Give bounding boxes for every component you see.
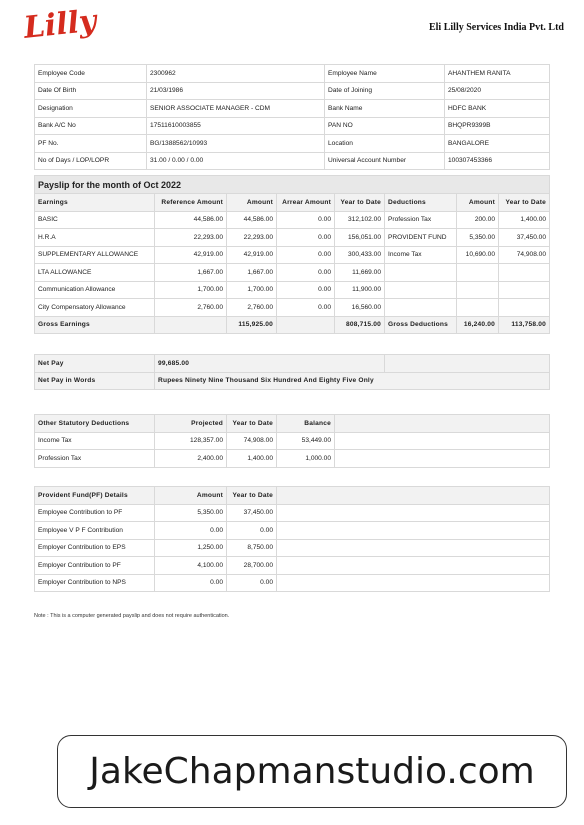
table-row	[35, 229, 550, 247]
column-header: Provident Fund(PF) Details	[35, 487, 155, 505]
table-cell: 200.00	[457, 211, 499, 229]
table-cell: Profession Tax	[35, 450, 155, 468]
table-cell: 0.00	[277, 281, 335, 299]
table-cell: 37,450.00	[227, 504, 277, 522]
table-cell: City Compensatory Allowance	[35, 299, 155, 317]
table-cell: 8,750.00	[227, 539, 277, 557]
table-cell: Employer Contribution to NPS	[35, 574, 155, 592]
total-cell: Gross Earnings	[35, 316, 155, 334]
table-row	[35, 432, 550, 450]
table-cell: 44,586.00	[227, 211, 277, 229]
table-cell: 0.00	[155, 522, 227, 540]
total-cell: 808,715.00	[335, 316, 385, 334]
info-value: BANGALORE	[445, 135, 550, 153]
pf-header-row	[35, 487, 550, 505]
info-value: 2300962	[147, 65, 325, 83]
table-row	[35, 557, 550, 575]
info-row	[35, 82, 550, 100]
table-cell: 2,760.00	[155, 299, 227, 317]
table-cell: 0.00	[277, 211, 335, 229]
info-row	[35, 152, 550, 170]
info-label: PAN NO	[325, 117, 445, 135]
table-cell: Income Tax	[35, 432, 155, 450]
table-cell	[457, 299, 499, 317]
table-row	[35, 299, 550, 317]
table-cell: 128,357.00	[155, 432, 227, 450]
table-row	[35, 504, 550, 522]
table-cell: 1,400.00	[499, 211, 550, 229]
table-cell: 1,700.00	[155, 281, 227, 299]
table-cell: 28,700.00	[227, 557, 277, 575]
column-header: Amount	[155, 487, 227, 505]
statutory-deductions-table	[34, 406, 550, 468]
table-cell: 42,919.00	[227, 246, 277, 264]
table-cell: 1,700.00	[227, 281, 277, 299]
table-cell: 1,250.00	[155, 539, 227, 557]
info-value: BHQPR9399B	[445, 117, 550, 135]
table-cell: 16,560.00	[335, 299, 385, 317]
table-row	[35, 539, 550, 557]
info-value: 31.00 / 0.00 / 0.00	[147, 152, 325, 170]
table-cell: 0.00	[277, 299, 335, 317]
table-cell: 2,400.00	[155, 450, 227, 468]
table-cell: 0.00	[277, 229, 335, 247]
column-header: Amount	[457, 194, 499, 212]
table-row	[35, 574, 550, 592]
table-cell: Employee Contribution to PF	[35, 504, 155, 522]
earnings-table	[34, 175, 550, 334]
column-header: Reference Amount	[155, 194, 227, 212]
table-cell: Communication Allowance	[35, 281, 155, 299]
table-cell	[385, 299, 457, 317]
total-cell: 113,758.00	[499, 316, 550, 334]
column-header: Earnings	[35, 194, 155, 212]
info-row	[35, 117, 550, 135]
net-pay-table	[34, 354, 550, 398]
table-row	[35, 211, 550, 229]
info-value: 17511610003855	[147, 117, 325, 135]
table-cell: 1,667.00	[155, 264, 227, 282]
table-cell: 42,919.00	[155, 246, 227, 264]
table-cell: 22,293.00	[155, 229, 227, 247]
table-cell: 0.00	[227, 574, 277, 592]
table-cell: 300,433.00	[335, 246, 385, 264]
total-cell	[277, 316, 335, 334]
info-label: Employee Code	[35, 65, 147, 83]
info-value: 100307453366	[445, 152, 550, 170]
column-header: Other Statutory Deductions	[35, 415, 155, 433]
column-header: Year to Date	[499, 194, 550, 212]
table-cell: 2,760.00	[227, 299, 277, 317]
column-header: Deductions	[385, 194, 457, 212]
table-cell: Employer Contribution to EPS	[35, 539, 155, 557]
table-cell: 156,051.00	[335, 229, 385, 247]
table-cell: 1,000.00	[277, 450, 335, 468]
table-cell: 5,350.00	[155, 504, 227, 522]
total-cell: 115,925.00	[227, 316, 277, 334]
info-row	[35, 65, 550, 83]
table-cell: 11,669.00	[335, 264, 385, 282]
note-text: Note : This is a computer generated payslip and does not require authentication.	[34, 613, 230, 619]
table-cell: 312,102.00	[335, 211, 385, 229]
table-cell	[385, 281, 457, 299]
info-value: 21/03/1986	[147, 82, 325, 100]
company-name: Eli Lilly Services India Pvt. Ltd	[428, 22, 564, 33]
table-cell: 0.00	[155, 574, 227, 592]
table-row	[35, 264, 550, 282]
info-label: Designation	[35, 100, 147, 118]
column-header: Arrear Amount	[277, 194, 335, 212]
table-cell: PROVIDENT FUND	[385, 229, 457, 247]
info-row	[35, 100, 550, 118]
table-cell: H.R.A	[35, 229, 155, 247]
lilly-logo	[22, 2, 106, 48]
table-cell: SUPPLEMENTARY ALLOWANCE	[35, 246, 155, 264]
net-pay-label: Net Pay	[35, 355, 155, 373]
table-cell: BASIC	[35, 211, 155, 229]
table-cell: 0.00	[277, 246, 335, 264]
table-cell	[385, 264, 457, 282]
table-row	[35, 450, 550, 468]
info-label: Date Of Birth	[35, 82, 147, 100]
info-label: Bank A/C No	[35, 117, 147, 135]
table-cell: 4,100.00	[155, 557, 227, 575]
info-value: HDFC BANK	[445, 100, 550, 118]
table-cell: 1,667.00	[227, 264, 277, 282]
info-label: Bank Name	[325, 100, 445, 118]
table-row	[35, 246, 550, 264]
net-pay-value: 99,685.00	[155, 355, 385, 373]
total-cell: Gross Deductions	[385, 316, 457, 334]
table-cell: Income Tax	[385, 246, 457, 264]
earnings-header-row	[35, 194, 550, 212]
net-pay-words-label: Net Pay in Words	[35, 372, 155, 390]
watermark-box	[57, 735, 567, 808]
info-row	[35, 135, 550, 153]
column-header: Amount	[227, 194, 277, 212]
column-header: Projected	[155, 415, 227, 433]
statutory-header-row	[35, 415, 550, 433]
total-cell: 16,240.00	[457, 316, 499, 334]
info-label: PF No.	[35, 135, 147, 153]
info-value: SENIOR ASSOCIATE MANAGER - CDM	[147, 100, 325, 118]
svg-text:Lilly: Lilly	[22, 3, 99, 46]
table-row	[35, 522, 550, 540]
table-cell: Employer Contribution to PF	[35, 557, 155, 575]
column-header: Year to Date	[335, 194, 385, 212]
employee-info-table	[34, 64, 550, 170]
table-cell: 74,908.00	[227, 432, 277, 450]
table-cell: 22,293.00	[227, 229, 277, 247]
table-cell: Profession Tax	[385, 211, 457, 229]
pf-details-table	[34, 478, 550, 592]
table-cell: Employee V P F Contribution	[35, 522, 155, 540]
watermark-text: JakeChapmanstudio.com	[89, 751, 535, 792]
table-cell	[499, 281, 550, 299]
column-header: Year to Date	[227, 487, 277, 505]
gross-total-row	[35, 316, 550, 334]
info-label: Universal Account Number	[325, 152, 445, 170]
table-cell: LTA ALLOWANCE	[35, 264, 155, 282]
table-cell: 44,586.00	[155, 211, 227, 229]
table-cell: 5,350.00	[457, 229, 499, 247]
table-cell: 1,400.00	[227, 450, 277, 468]
info-label: Location	[325, 135, 445, 153]
table-cell	[457, 264, 499, 282]
table-cell: 37,450.00	[499, 229, 550, 247]
total-cell	[155, 316, 227, 334]
table-cell: 0.00	[227, 522, 277, 540]
table-cell: 10,690.00	[457, 246, 499, 264]
table-cell	[457, 281, 499, 299]
column-header: Year to Date	[227, 415, 277, 433]
table-cell: 74,908.00	[499, 246, 550, 264]
table-cell	[499, 264, 550, 282]
info-label: No of Days / LOP/LOPR	[35, 152, 147, 170]
column-header: Balance	[277, 415, 335, 433]
table-cell	[499, 299, 550, 317]
table-cell: 53,449.00	[277, 432, 335, 450]
table-row	[35, 281, 550, 299]
info-value: BG/1388562/10993	[147, 135, 325, 153]
net-pay-words-value: Rupees Ninety Nine Thousand Six Hundred And Eighty Five Only	[155, 372, 550, 390]
table-cell: 0.00	[277, 264, 335, 282]
table-cell: 11,900.00	[335, 281, 385, 299]
info-value: AHANTHEM RANITA	[445, 65, 550, 83]
info-value: 25/08/2020	[445, 82, 550, 100]
info-label: Date of Joining	[325, 82, 445, 100]
payslip-title: Payslip for the month of Oct 2022	[35, 176, 550, 194]
info-label: Employee Name	[325, 65, 445, 83]
